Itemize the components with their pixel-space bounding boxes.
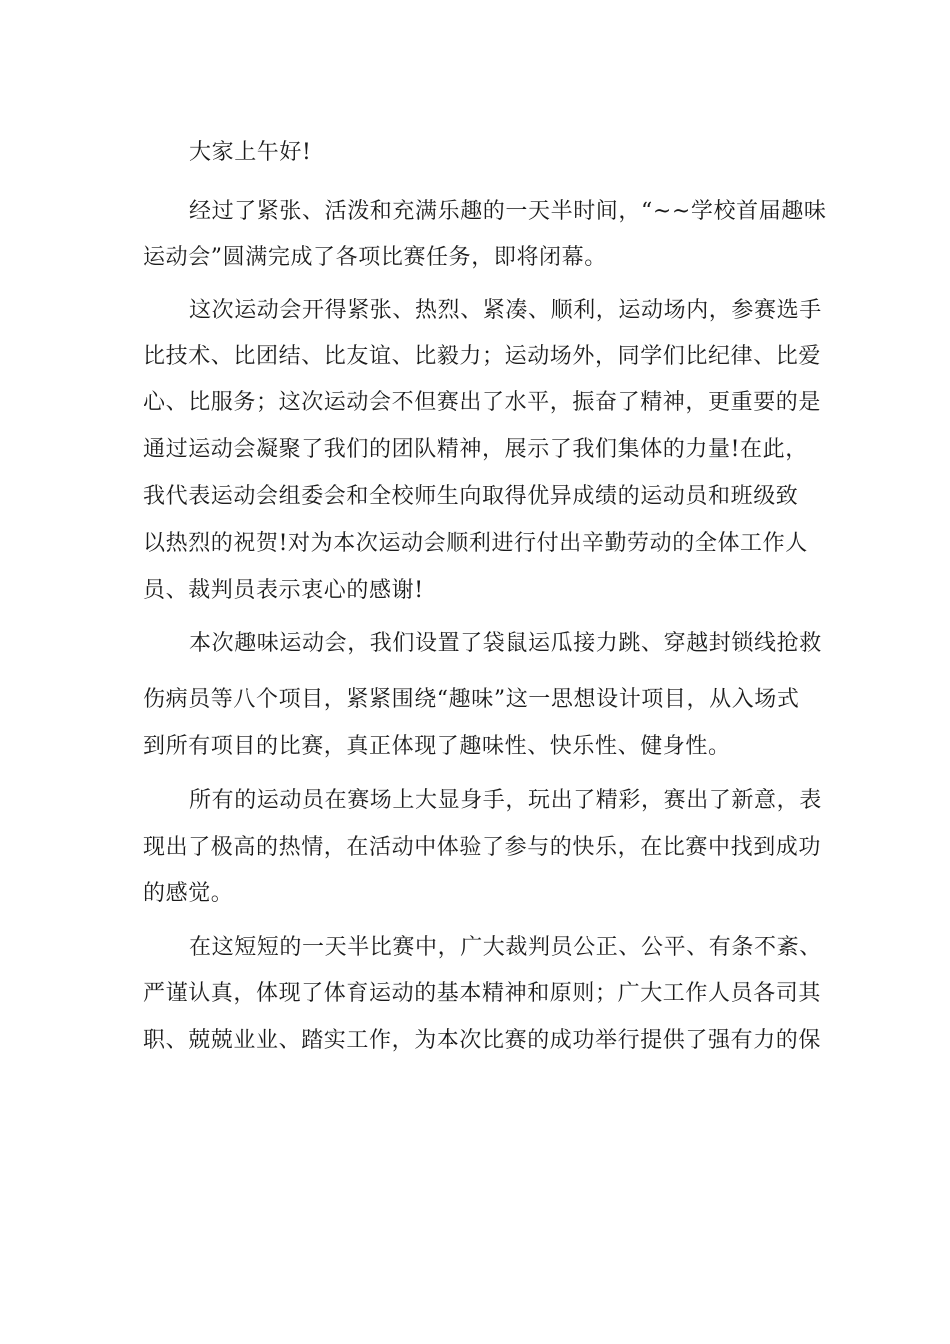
- paragraph-line: 员、裁判员表示衷心的感谢!: [143, 578, 424, 603]
- paragraph-line: 本次趣味运动会，我们设置了袋鼠运瓜接力跳、穿越封锁线抢救: [189, 631, 822, 656]
- greeting-line: 大家上午好!: [189, 140, 312, 165]
- paragraph-line: 这次运动会开得紧张、热烈、紧凑、顺利，运动场内，参赛选手: [189, 298, 822, 323]
- paragraph-line: 以热烈的祝贺!对为本次运动会顺利进行付出辛勤劳动的全体工作人: [143, 531, 808, 556]
- paragraph-line: 的感觉。: [143, 881, 234, 906]
- paragraph-line: 经过了紧张、活泼和充满乐趣的一天半时间，“~~学校首届趣味: [189, 199, 827, 224]
- paragraph-line: 严谨认真，体现了体育运动的基本精神和原则；广大工作人员各司其: [143, 981, 822, 1006]
- paragraph-line: 职、兢兢业业、踏实工作，为本次比赛的成功举行提供了强有力的保: [143, 1028, 822, 1053]
- paragraph-line: 现出了极高的热情，在活动中体验了参与的快乐，在比赛中找到成功: [143, 835, 822, 860]
- paragraph-line: 在这短短的一天半比赛中，广大裁判员公正、公平、有条不紊、: [189, 935, 822, 960]
- paragraph-line: 比技术、比团结、比友谊、比毅力；运动场外，同学们比纪律、比爱: [143, 344, 822, 369]
- paragraph-line: 到所有项目的比赛，真正体现了趣味性、快乐性、健身性。: [143, 734, 731, 759]
- paragraph-line: 心、比服务；这次运动会不但赛出了水平，振奋了精神，更重要的是: [143, 390, 822, 415]
- paragraph-line: 我代表运动会组委会和全校师生向取得优异成绩的运动员和班级致: [143, 484, 799, 509]
- paragraph-line: 运动会”圆满完成了各项比赛任务，即将闭幕。: [143, 245, 607, 270]
- paragraph-line: 所有的运动员在赛场上大显身手，玩出了精彩，赛出了新意，表: [189, 788, 822, 813]
- paragraph-line: 通过运动会凝聚了我们的团队精神，展示了我们集体的力量!在此，: [143, 437, 808, 462]
- paragraph-line: 伤病员等八个项目，紧紧围绕“趣味”这一思想设计项目，从入场式: [143, 687, 800, 712]
